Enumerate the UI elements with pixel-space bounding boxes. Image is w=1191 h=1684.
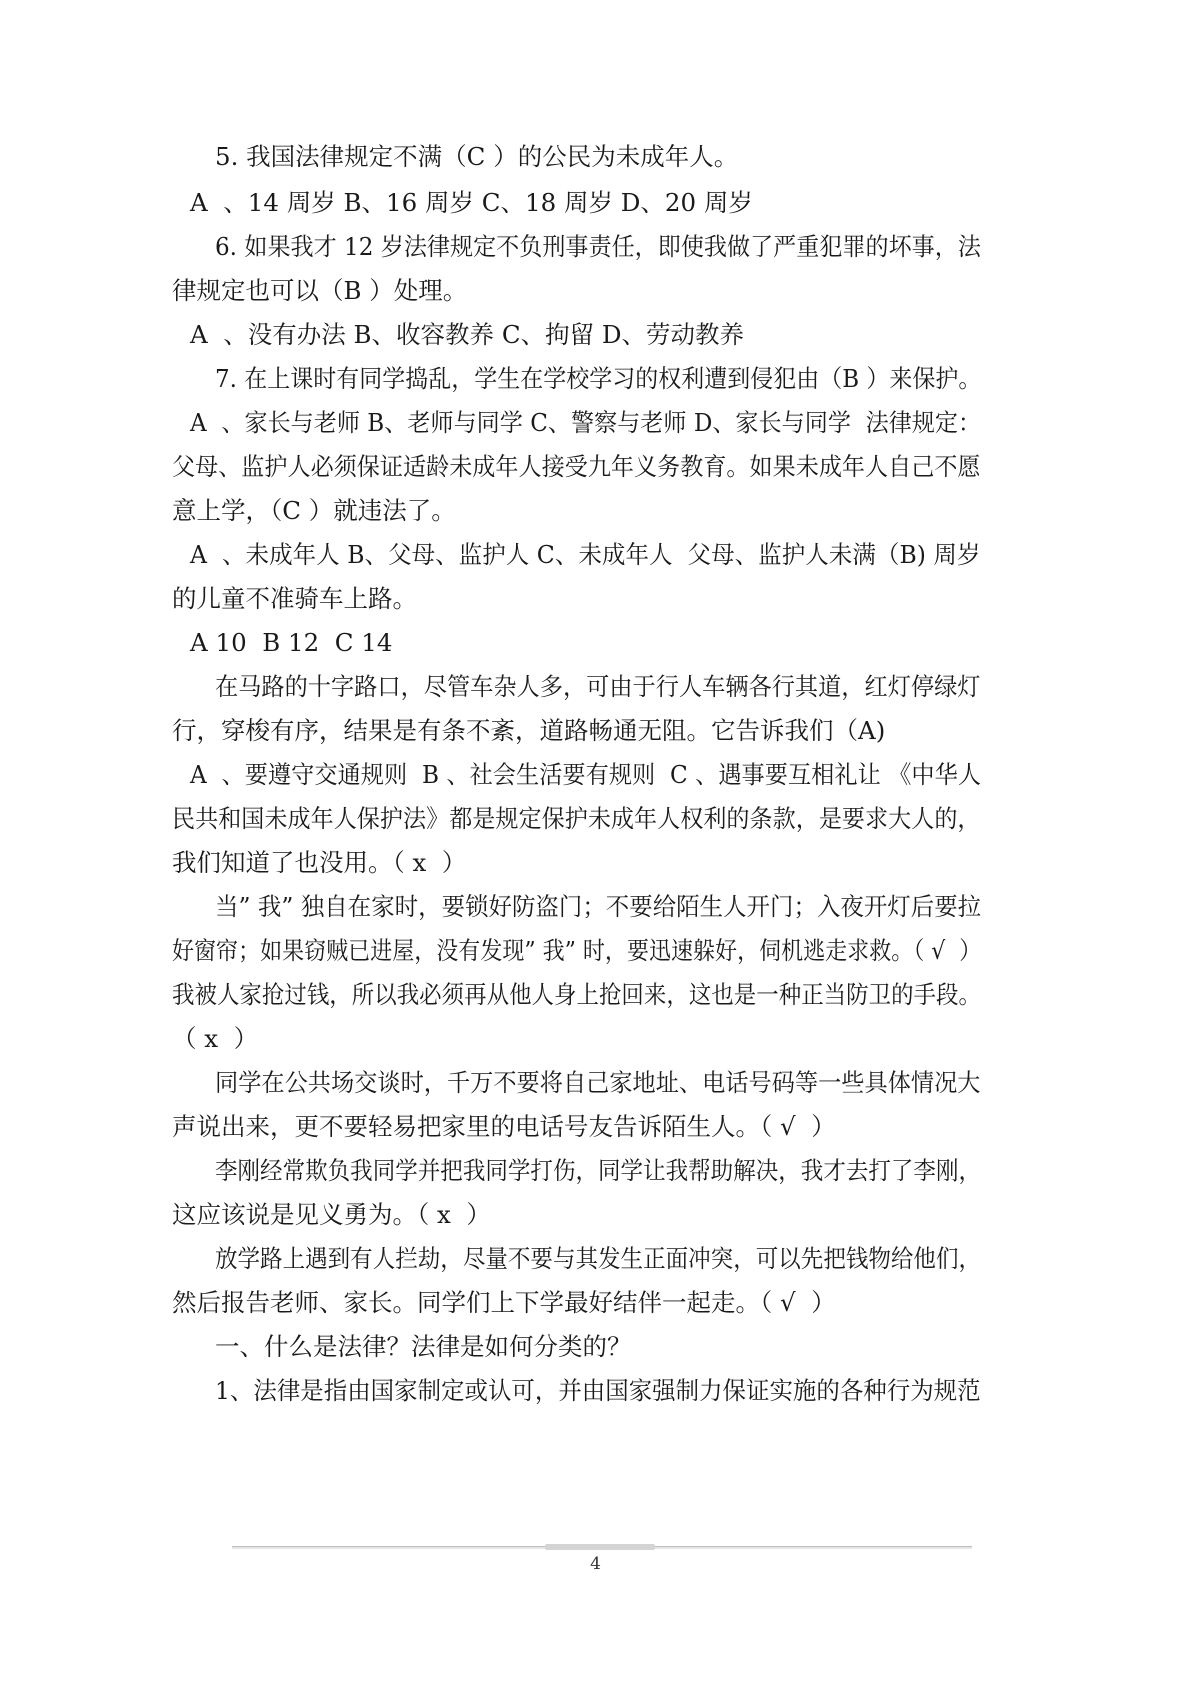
text-line: 李刚经常欺负我同学并把我同学打伤，同学让我帮助解决，我才去打了李刚， (215, 1156, 982, 1185)
text-line: 7. 在上课时有同学捣乱，学生在学校学习的权利遭到侵犯由（B ）来保护。 (215, 364, 982, 393)
text-line: 律规定也可以（B ）处理。 (172, 276, 468, 305)
text-line: 5. 我国法律规定不满（C ）的公民为未成年人。 (215, 142, 739, 171)
text-line: A 、14 周岁 B、16 周岁 C、18 周岁 D、20 周岁 (190, 188, 753, 217)
text-line: 放学路上遇到有人拦劫，尽量不要与其发生正面冲突，可以先把钱物给他们， (215, 1244, 982, 1273)
text-line: A 、要遵守交通规则 B 、社会生活要有规则 C 、遇事要互相礼让 《中华人 (190, 760, 982, 789)
text-line: A 、没有办法 B、收容教养 C、拘留 D、劳动教养 (190, 320, 745, 349)
text-line: 行，穿梭有序，结果是有条不紊，道路畅通无阻。它告诉我们（A) (172, 716, 886, 745)
text-line: 同学在公共场交谈时，千万不要将自己家地址、电话号码等一些具体情况大 (215, 1068, 981, 1097)
text-line: A 、未成年人 B、父母、监护人 C、未成年人 父母、监护人未满（B) 周岁 (190, 540, 981, 569)
text-line: 声说出来，更不要轻易把家里的电话号友告诉陌生人。（ √ ） (172, 1112, 836, 1141)
text-line: 这应该说是见义勇为。（ x ） (172, 1200, 491, 1229)
text-line: 6. 如果我才 12 岁法律规定不负刑事责任，即使我做了严重犯罪的坏事，法 (215, 232, 981, 261)
text-line: 我们知道了也没用。（ x ） (172, 848, 467, 877)
text-line: 当” 我” 独自在家时，要锁好防盗门；不要给陌生人开门；入夜开灯后要拉 (215, 892, 982, 921)
text-line: 在马路的十字路口，尽管车杂人多，可由于行人车辆各行其道，红灯停绿灯 (215, 672, 981, 701)
text-line: 好窗帘；如果窃贼已进屋，没有发现” 我” 时，要迅速躲好，伺机逃走求救。（ √ ） (172, 936, 982, 965)
text-line: 然后报告老师、家长。同学们上下学最好结伴一起走。（ √ ） (172, 1288, 836, 1317)
text-line: A 10 B 12 C 14 (190, 628, 393, 657)
text-line: A 、家长与老师 B、老师与同学 C、警察与老师 D、家长与同学 法律规定： (190, 408, 982, 437)
text-line: 1、法律是指由国家制定或认可，并由国家强制力保证实施的各种行为规范 (215, 1376, 981, 1405)
text-line: 父母、监护人必须保证适龄未成年人接受九年义务教育。如果未成年人自己不愿 (172, 452, 981, 481)
text-line: 我被人家抢过钱，所以我必须再从他人身上抢回来，这也是一种正当防卫的手段。 (172, 980, 981, 1009)
footer-divider-ornament (545, 1544, 655, 1550)
text-line: 民共和国未成年人保护法》都是规定保护未成年人权利的条款，是要求大人的， (172, 804, 981, 833)
text-line: （ x ） (172, 1024, 259, 1053)
text-line: 的儿童不准骑车上路。 (172, 584, 417, 613)
text-line: 一、什么是法律？法律是如何分类的？ (215, 1332, 632, 1361)
text-line: 意上学，（C ）就违法了。 (172, 496, 456, 525)
page-number: 4 (590, 1554, 601, 1574)
